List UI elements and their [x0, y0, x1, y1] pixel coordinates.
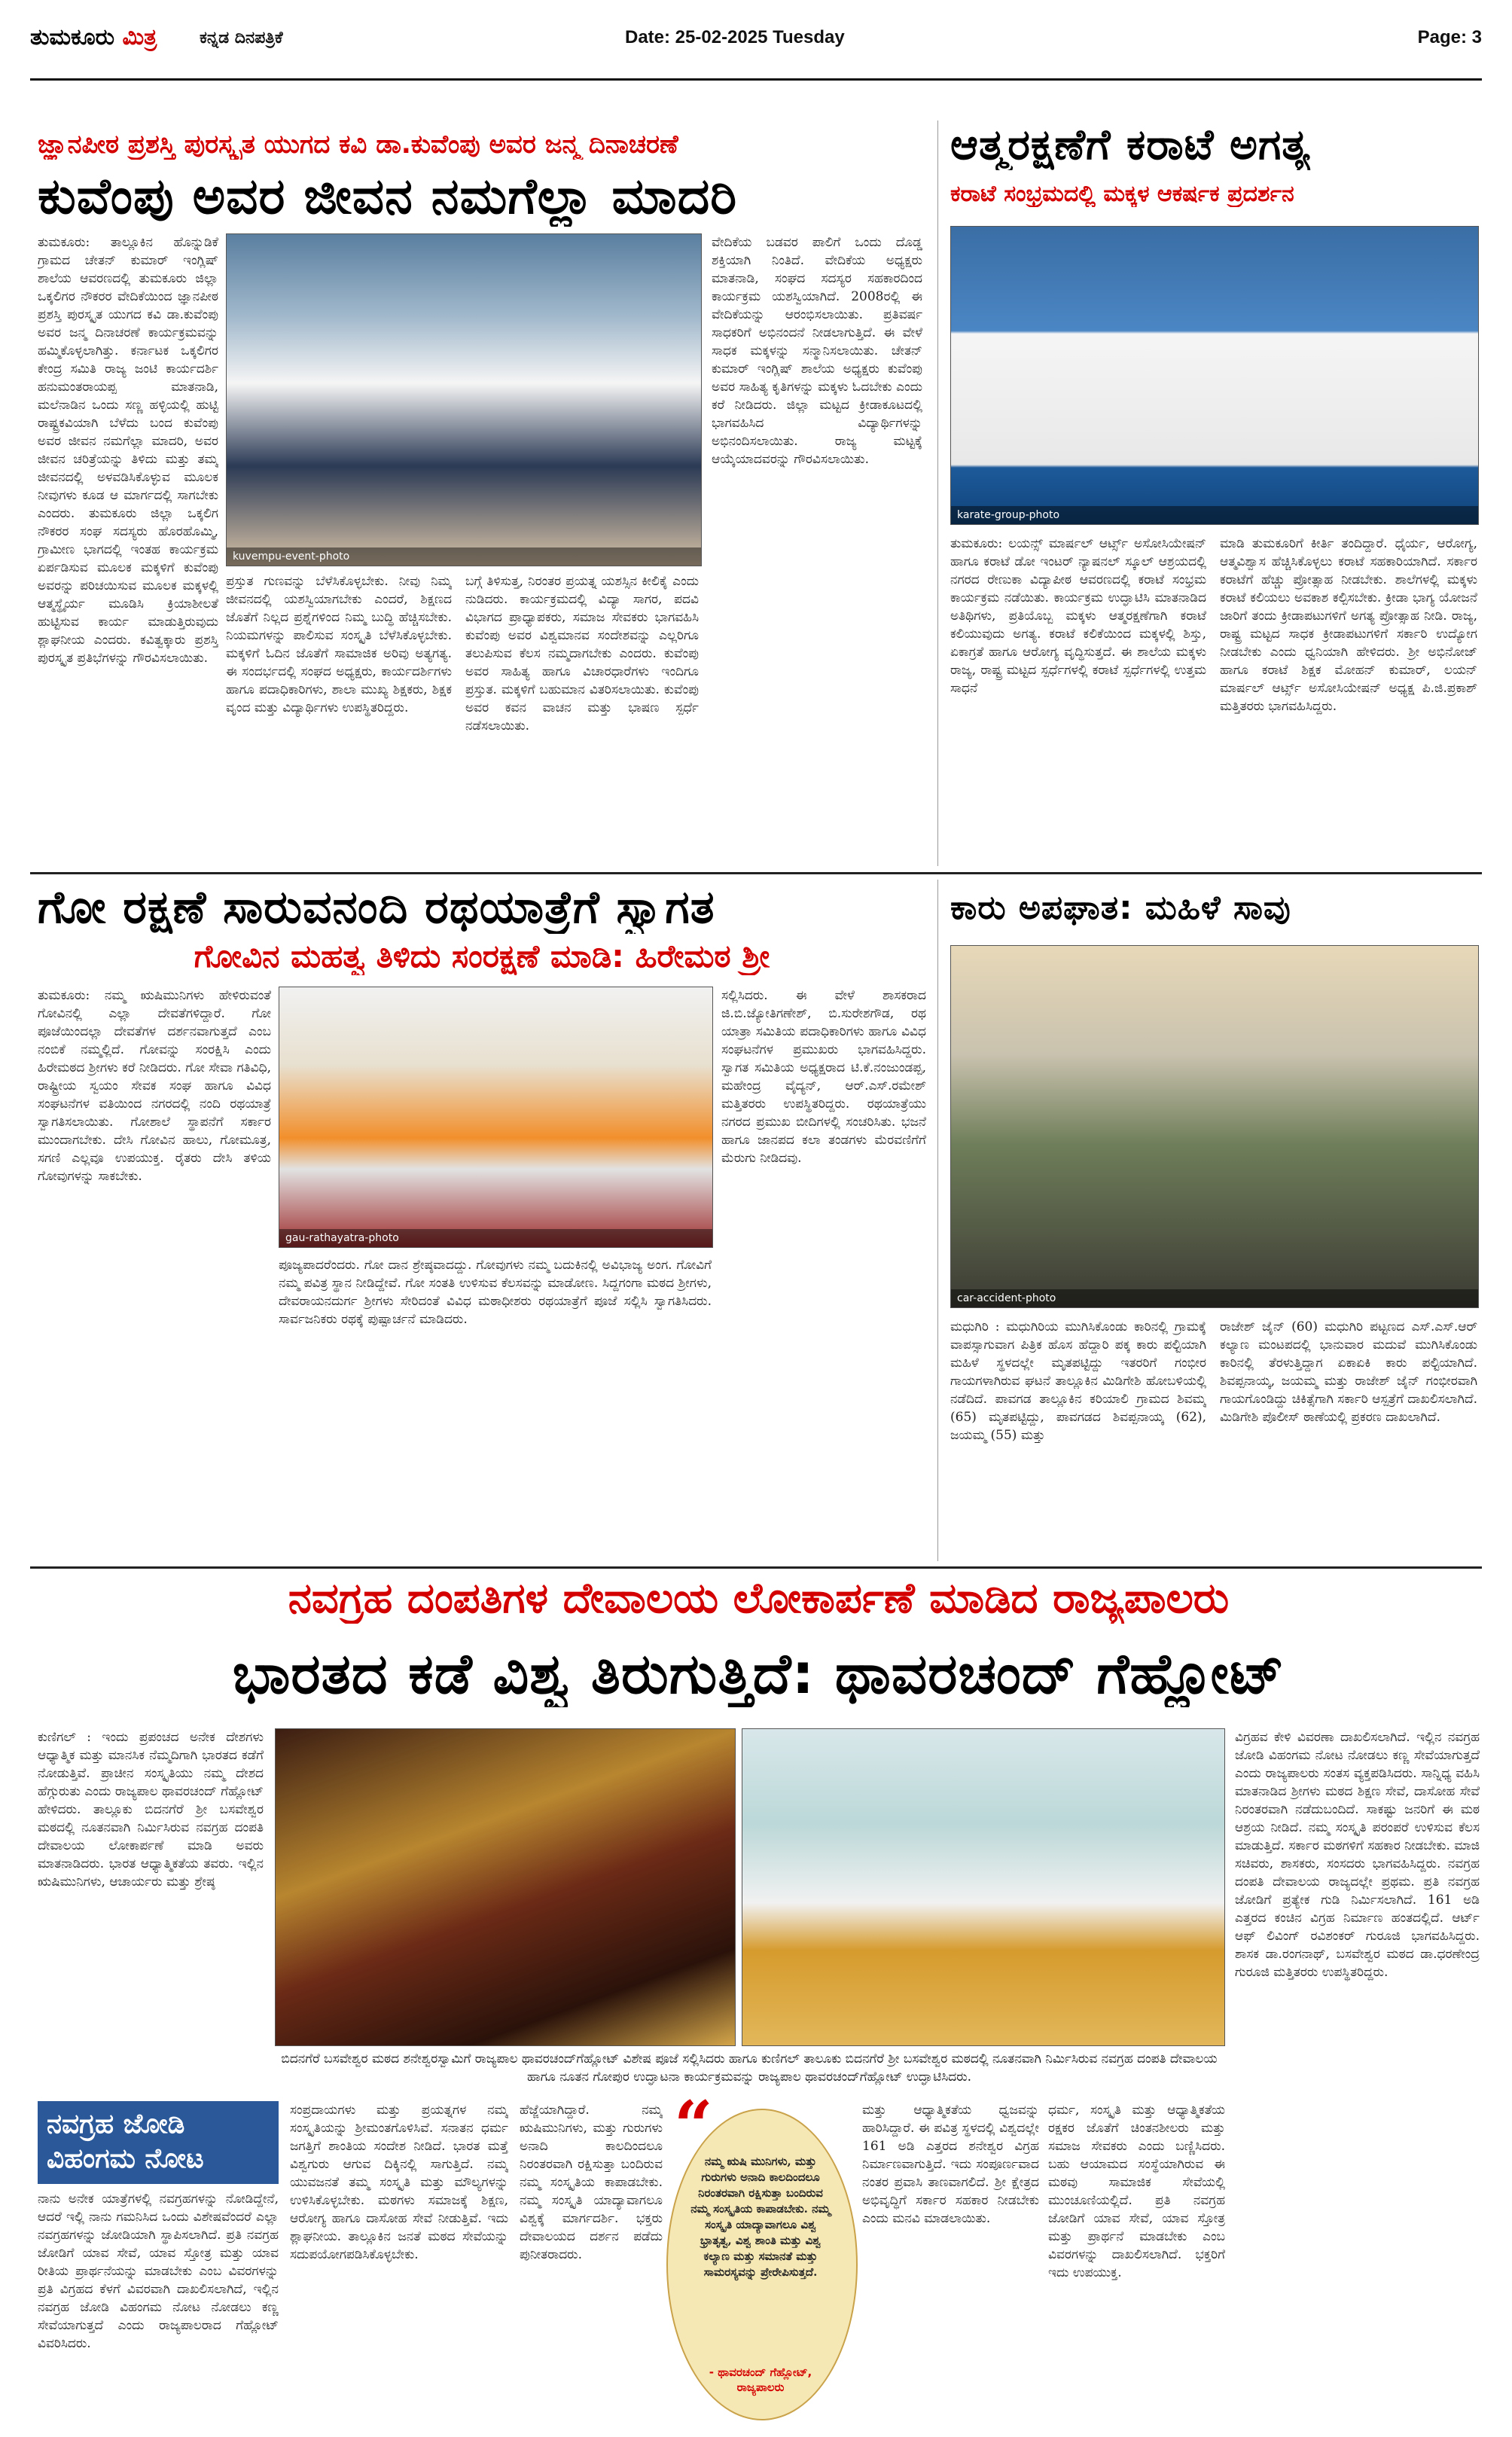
quote-mark-icon: “ — [674, 2086, 713, 2166]
kuvempu-kicker: ಜ್ಞಾನಪೀಠ ಪ್ರಶಸ್ತಿ ಪುರಸ್ಕೃತ ಯುಗದ ಕವಿ ಡಾ.ಕುವೆಂಪು ಅವರ ಜನ್ಮ ದಿನಾಚರಣೆ — [38, 130, 678, 160]
section-divider-vertical-mid — [937, 880, 938, 1561]
governor-quote-sign: - ಥಾವರಚಂದ್ ಗೆಹ್ಲೋಟ್, ರಾಜ್ಯಪಾಲರು — [709, 2365, 812, 2394]
karate-photo — [950, 226, 1479, 525]
navagraha-col-5: ಧರ್ಮ, ಸಂಸ್ಕೃತಿ ಮತ್ತು ಆಧ್ಯಾತ್ಮಿಕತೆಯ ರಕ್ಷಕರ ಜೊತೆಗೆ ಚಿಂತನಶೀಲರು ಮತ್ತು ಸಮಾಜ ಸೇವಕರು ಎಂದು ಬಣ್ಣಿಸಿದರು. ಬಹು ಆಯಾಮದ ಸಂಸ್ಥೆಯಾಗಿರುವ ಈ ಮಠವು ಸಾಮಾಜಿಕ ಸೇವೆಯಲ್ಲಿ ಮುಂಚೂಣಿಯಲ್ಲಿದೆ. ಪ್ರತಿ ನವಗ್ರಹ ಜೋಡಿಗೆ ಯಾವ ಸೇವೆ, ಯಾವ ಸ್ತೋತ್ರ ಮತ್ತು ಪ್ರಾರ್ಥನೆ ಮಾಡಬೇಕು ಎಂಬ ವಿವರಗಳನ್ನು ದಾಖಲಿಸಲಾಗಿದೆ. ಭಕ್ತರಿಗೆ ಇದು ಉಪಯುಕ್ತ. — [1048, 2103, 1225, 2280]
gau-headline: ಗೋ ರಕ್ಷಣೆ ಸಾರುವನಂದಿ ರಥಯಾತ್ರೆಗೆ ಸ್ವಾಗತ — [38, 881, 715, 934]
governor-quote-text: ನಮ್ಮ ಋಷಿ ಮುನಿಗಳು, ಮತ್ತು ಗುರುಗಳು ಅನಾದಿ ಕಾಲದಿಂದಲೂ ನಿರಂತರವಾಗಿ ರಕ್ಷಿಸುತ್ತಾ ಬಂದಿರುವ ನಮ್ಮ ಸಂಸ್ಕೃತಿಯ ಕಾಪಾಡಬೇಕು. ನಮ್ಮ ಸಂಸ್ಕೃತಿ ಯಾದ್ಯಾವಾಗಲೂ ವಿಶ್ವ ಭ್ರಾತೃತ್ವ, ವಿಶ್ವ ಶಾಂತಿ ಮತ್ತು ವಿಶ್ವ ಕಲ್ಯಾಣ ಮತ್ತು ಸಮಾನತೆ ಮತ್ತು ಸಾಮರಸ್ಯವನ್ನು ಪ್ರೇರೇಪಿಸುತ್ತದೆ. — [690, 2155, 831, 2279]
kuvempu-photo-label: kuvempu-event-photo — [227, 547, 701, 566]
navagraha-photo-stage — [742, 1728, 1225, 2046]
navagraha-sidebox-text: ನಾನು ಅನೇಕ ಯಾತ್ರೆಗಳಲ್ಲಿ ನವಗ್ರಹಗಳನ್ನು ನೋಡಿದ್ದೇನೆ, ಆದರೆ ಇಲ್ಲಿ ನಾನು ಗಮನಿಸಿದ ಒಂದು ವಿಶೇಷವೆಂದರೆ ಎಲ್ಲಾ ನವಗ್ರಹಗಳನ್ನು ಜೋಡಿಯಾಗಿ ಸ್ಥಾಪಿಸಲಾಗಿದೆ. ಪ್ರತಿ ನವಗ್ರಹ ಜೋಡಿಗೆ ಯಾವ ಸೇವೆ, ಯಾವ ಸ್ತೋತ್ರ ಮತ್ತು ಯಾವ ರೀತಿಯ ಪ್ರಾರ್ಥನೆಯನ್ನು ಮಾಡಬೇಕು ಎಂಬ ವಿವರಗಳನ್ನು ಪ್ರತಿ ವಿಗ್ರಹದ ಕೆಳಗೆ ವಿವರವಾಗಿ ದಾಖಲಿಸಲಾಗಿದೆ, ಇಲ್ಲಿನ ನವಗ್ರಹ ಜೋಡಿ ವಿಹಂಗಮ ನೋಟ ನೋಡಲು ಕಣ್ಣ ಸೇವೆಯಾಗುತ್ತದೆ ಎಂದು ರಾಜ್ಯಪಾಲರಾದ ಗೆಹ್ಲೋಟ್ ವಿವರಿಸಿದರು. — [38, 2191, 279, 2351]
accident-photo-label: car-accident-photo — [951, 1289, 1478, 1307]
gau-kicker: ಗೋವಿನ ಮಹತ್ವ ತಿಳಿದು ಸಂರಕ್ಷಣೆ ಮಾಡಿ: ಹಿರೇಮಠ ಶ್ರೀ — [194, 938, 770, 974]
navagraha-right-col: ವಿಗ್ರಹವ ಕೇಳಿ ವಿವರಣಾ ದಾಖಲಿಸಲಾಗಿದೆ. ಇಲ್ಲಿನ ನವಗ್ರಹ ಜೋಡಿ ವಿಹಂಗಮ ನೋಟ ನೋಡಲು ಕಣ್ಣ ಸೇವೆಯಾಗುತ್ತದೆ ಎಂದು ರಾಜ್ಯಪಾಲರು ಸಂತಸ ವ್ಯಕ್ತಪಡಿಸಿದರು. ಸಾನ್ನಿಧ್ಯ ವಹಿಸಿ ಮಾತನಾಡಿದ ಶ್ರೀಗಳು ಮಠದ ಶಿಕ್ಷಣ ಸೇವೆ, ದಾಸೋಹ ಸೇವೆ ನಿರಂತರವಾಗಿ ನಡೆದುಬಂದಿದೆ. ಸಾಕಷ್ಟು ಜನರಿಗೆ ಈ ಮಠ ಆಶ್ರಯ ನೀಡಿದೆ. ನಮ್ಮ ಸಂಸ್ಕೃತಿ ಪರಂಪರೆ ಉಳಿಸುವ ಕೆಲಸ ಮಾಡುತ್ತಿದೆ. ಸರ್ಕಾರ ಮಠಗಳಿಗೆ ಸಹಕಾರ ನೀಡಬೇಕು. ಮಾಜಿ ಸಚಿವರು, ಶಾಸಕರು, ಸಂಸದರು ಭಾಗವಹಿಸಿದ್ದರು. ನವಗ್ರಹ ದಂಪತಿ ದೇವಾಲಯ ರಾಜ್ಯದಲ್ಲೇ ಪ್ರಥಮ. ಪ್ರತಿ ನವಗ್ರಹ ಜೋಡಿಗೆ ಪ್ರತ್ಯೇಕ ಗುಡಿ ನಿರ್ಮಿಸಲಾಗಿದೆ. 161 ಅಡಿ ಎತ್ತರದ ಕಂಚಿನ ವಿಗ್ರಹ ನಿರ್ಮಾಣ ಹಂತದಲ್ಲಿದೆ. ಆರ್ಟ್ ಆಫ್ ಲಿವಿಂಗ್ ರವಿಶಂಕರ್ ಗುರೂಜಿ ಭಾಗವಹಿಸಿದ್ದರು. ಶಾಸಕ ಡಾ.ರಂಗನಾಥ್, ಬಸವೇಶ್ವರ ಮಠದ ಡಾ.ಧರಣೇಂದ್ರ ಗುರೂಜಿ ಮತ್ತಿತರರು ಉಪಸ್ಥಿತರಿದ್ದರು. — [1235, 1730, 1480, 1980]
navagraha-col-2: ಸಂಪ್ರದಾಯಗಳು ಮತ್ತು ಪ್ರಯತ್ನಗಳ ನಮ್ಮ ಸಂಸ್ಕೃತಿಯನ್ನು ಶ್ರೀಮಂತಗೊಳಿಸಿವೆ. ಸನಾತನ ಧರ್ಮ ಜಗತ್ತಿಗೆ ಶಾಂತಿಯ ಸಂದೇಶ ನೀಡಿದೆ. ಭಾರತ ಮತ್ತೆ ವಿಶ್ವಗುರು ಆಗುವ ದಿಕ್ಕಿನಲ್ಲಿ ಸಾಗುತ್ತಿದೆ. ನಮ್ಮ ಯುವಜನತೆ ತಮ್ಮ ಸಂಸ್ಕೃತಿ ಮತ್ತು ಮೌಲ್ಯಗಳನ್ನು ಉಳಿಸಿಕೊಳ್ಳಬೇಕು. ಮಠಗಳು ಸಮಾಜಕ್ಕೆ ಶಿಕ್ಷಣ, ಆರೋಗ್ಯ ಹಾಗೂ ದಾಸೋಹ ಸೇವೆ ನೀಡುತ್ತಿವೆ. ಇದು ಶ್ಲಾಘನೀಯ. ತಾಲ್ಲೂಕಿನ ಜನತೆ ಮಠದ ಸೇವೆಯನ್ನು ಸದುಪಯೋಗಪಡಿಸಿಕೊಳ್ಳಬೇಕು. — [290, 2103, 508, 2262]
navagraha-col-4: ಮತ್ತು ಆಧ್ಯಾತ್ಮಿಕತೆಯ ಧ್ವಜವನ್ನು ಹಾರಿಸಿದ್ದಾರೆ. ಈ ಪವಿತ್ರ ಸ್ಥಳದಲ್ಲಿ ವಿಶ್ವದಲ್ಲೇ 161 ಅಡಿ ಎತ್ತರದ ಶನೇಶ್ವರ ವಿಗ್ರಹ ನಿರ್ಮಾಣವಾಗುತ್ತಿದೆ. ಇದು ಸಂಪೂರ್ಣವಾದ ನಂತರ ಪ್ರವಾಸಿ ತಾಣವಾಗಲಿದೆ. ಶ್ರೀ ಕ್ಷೇತ್ರದ ಅಭಿವೃದ್ಧಿಗೆ ಸರ್ಕಾರ ಸಹಕಾರ ನೀಡಬೇಕು ಎಂದು ಮನವಿ ಮಾಡಲಾಯಿತು. — [862, 2103, 1039, 2226]
masthead — [30, 11, 1482, 81]
navagraha-caption: ಬಿದನಗೆರೆ ಬಸವೇಶ್ವರ ಮಠದ ಶನೇಶ್ವರಸ್ವಾಮಿಗೆ ರಾಜ್ಯಪಾಲ ಥಾವರಚಂದ್‌ಗೆಹ್ಲೋಟ್ ವಿಶೇಷ ಪೂಜೆ ಸಲ್ಲಿಸಿದರು ಹಾಗೂ ಕುಣಿಗಲ್ ತಾಲೂಕು ಬಿದನಗೆರೆ ಶ್ರೀ ಬಸವೇಶ್ವರ ಮಠದಲ್ಲಿ ನೂತನವಾಗಿ ನಿರ್ಮಿಸಿರುವ ನವಗ್ರಹ ದಂಪತಿ ದೇವಾಲಯ ಹಾಗೂ ನೂತನ ಗೋಪುರ ಉದ್ಘಾಟನಾ ಕಾರ್ಯಕ್ರಮವನ್ನು ರಾಜ್ಯಪಾಲ ಥಾವರಚಂದ್‌ಗೆಹ್ಲೋಟ್ ಉದ್ಘಾಟಿಸಿದರು. — [281, 2051, 1218, 2085]
accident-photo — [950, 945, 1479, 1308]
accident-col-2: ರಾಜೇಶ್ ಜೈನ್ (60) ಮಧುಗಿರಿ ಪಟ್ಟಣದ ಎಸ್.ಎಸ್.ಆರ್ ಕಲ್ಯಾಣ ಮಂಟಪದಲ್ಲಿ ಭಾನುವಾರ ಮದುವೆ ಮುಗಿಸಿಕೊಂಡು ಕಾರಿನಲ್ಲಿ ತೆರಳುತ್ತಿದ್ದಾಗ ಏಕಾಏಕಿ ಕಾರು ಪಲ್ಟಿಯಾಗಿದೆ. ಶಿವಪ್ಪನಾಯ್ಕ, ಜಯಮ್ಮ ಮತ್ತು ರಾಜೇಶ್ ಜೈನ್ ಗಂಭೀರವಾಗಿ ಗಾಯಗೊಂಡಿದ್ದು ಚಿಕಿತ್ಸೆಗಾಗಿ ಸರ್ಕಾರಿ ಆಸ್ಪತ್ರೆಗೆ ದಾಖಲಿಸಲಾಗಿದೆ. ಮಿಡಿಗೇಶಿ ಪೊಲೀಸ್ ಠಾಣೆಯಲ್ಲಿ ಪ್ರಕರಣ ದಾಖಲಾಗಿದೆ. — [1220, 1319, 1477, 1425]
kuvempu-col-4: ವೇದಿಕೆಯ ಬಡವರ ಪಾಲಿಗೆ ಒಂದು ದೊಡ್ಡ ಶಕ್ತಿಯಾಗಿ ನಿಂತಿದೆ. ವೇದಿಕೆಯ ಅಧ್ಯಕ್ಷರು ಮಾತನಾಡಿ, ಸಂಘದ ಸದಸ್ಯರ ಸಹಕಾರದಿಂದ ಕಾರ್ಯಕ್ರಮ ಯಶಸ್ವಿಯಾಗಿದೆ. 2008ರಲ್ಲಿ ಈ ವೇದಿಕೆಯನ್ನು ಆರಂಭಿಸಲಾಯಿತು. ಪ್ರತಿವರ್ಷ ಸಾಧಕರಿಗೆ ಅಭಿನಂದನೆ ನೀಡಲಾಗುತ್ತಿದೆ. ಈ ವೇಳೆ ಸಾಧಕ ಮಕ್ಕಳನ್ನು ಸನ್ಮಾನಿಸಲಾಯಿತು. ಚೇತನ್ ಕುಮಾರ್ ಇಂಗ್ಲಿಷ್ ಶಾಲೆಯ ಅಧ್ಯಕ್ಷರು ಕುವೆಂಪು ಅವರ ಸಾಹಿತ್ಯ ಕೃತಿಗಳನ್ನು ಮಕ್ಕಳು ಓದಬೇಕು ಎಂದು ಕರೆ ನೀಡಿದರು. ಜಿಲ್ಲಾ ಮಟ್ಟದ ಕ್ರೀಡಾಕೂಟದಲ್ಲಿ ಭಾಗವಹಿಸಿದ ವಿದ್ಯಾರ್ಥಿಗಳನ್ನು ಅಭಿನಂದಿಸಲಾಯಿತು. ರಾಜ್ಯ ಮಟ್ಟಕ್ಕೆ ಆಯ್ಕೆಯಾದವರನ್ನು ಗೌರವಿಸಲಾಯಿತು. — [712, 235, 922, 467]
gau-photo-label: gau-rathayatra-photo — [279, 1229, 712, 1247]
kuvempu-headline: ಕುವೆಂಪು ಅವರ ಜೀವನ ನಮಗೆಲ್ಲಾ ಮಾದರಿ — [38, 167, 738, 225]
accident-col-1: ಮಧುಗಿರಿ : ಮಧುಗಿರಿಯ ಮುಗಿಸಿಕೊಂಡು ಕಾರಿನಲ್ಲಿ ಗ್ರಾಮಕ್ಕೆ ವಾಪಸ್ಸಾಗುವಾಗ ಪಿತ್ರಿಕ ಹೊಸ ಹೆದ್ದಾರಿ ಪಕ್ಕ ಕಾರು ಪಲ್ಟಿಯಾಗಿ ಮಹಿಳೆ ಸ್ಥಳದಲ್ಲೇ ಮೃತಪಟ್ಟಿದ್ದು ಇತರರಿಗೆ ಗಂಭೀರ ಗಾಯಗಳಾಗಿರುವ ಘಟನೆ ತಾಲ್ಲೂಕಿನ ಮಿಡಿಗೇಶಿ ಹೋಬಳಿಯಲ್ಲಿ ನಡೆದಿದೆ. ಪಾವಗಡ ತಾಲ್ಲೂಕಿನ ಕರಿಯಾಲಿ ಗ್ರಾಮದ ಶಿವಮ್ಮ (65) ಮೃತಪಟ್ಟಿದ್ದು, ಪಾವಗಡದ ಶಿವಪ್ಪನಾಯ್ಕ (62), ಜಯಮ್ಮ (55) ಮತ್ತು — [950, 1319, 1206, 1443]
section-divider-2 — [30, 1566, 1482, 1569]
karate-kicker: ಕರಾಟೆ ಸಂಭ್ರಮದಲ್ಲಿ ಮಕ್ಕಳ ಆಕರ್ಷಕ ಪ್ರದರ್ಶನ — [950, 181, 1294, 207]
newspaper-subtitle: ಕನ್ನಡ ದಿನಪತ್ರಿಕೆ — [200, 29, 283, 47]
gau-col-2: ಪೂಜ್ಯಪಾದರೆಂದರು. ಗೋ ದಾನ ಶ್ರೇಷ್ಠವಾದದ್ದು. ಗೋವುಗಳು ನಮ್ಮ ಬದುಕಿನಲ್ಲಿ ಅವಿಭಾಜ್ಯ ಅಂಗ. ಗೋವಿಗೆ ನಮ್ಮ ಪವಿತ್ರ ಸ್ಥಾನ ನೀಡಿದ್ದೇವೆ. ಗೋ ಸಂತತಿ ಉಳಿಸುವ ಕೆಲಸವನ್ನು ಮಾಡೋಣ. ಸಿದ್ದಗಂಗಾ ಮಠದ ಶ್ರೀಗಳು, ದೇವರಾಯನದುರ್ಗ ಶ್ರೀಗಳು ಸೇರಿದಂತೆ ವಿವಿಧ ಮಠಾಧೀಶರು ರಥಯಾತ್ರೆಗೆ ಪೂಜೆ ಸಲ್ಲಿಸಿ ಸ್ವಾಗತಿಸಿದರು. ಸಾರ್ವಜನಿಕರು ರಥಕ್ಕೆ ಪುಷ್ಪಾರ್ಚನೆ ಮಾಡಿದರು. — [279, 1258, 712, 1327]
kuvempu-col-2: ಪ್ರಸ್ತುತ ಗುಣವನ್ನು ಬೆಳೆಸಿಕೊಳ್ಳಬೇಕು. ನೀವು ನಿಮ್ಮ ಜೀವನದಲ್ಲಿ ಯಶಸ್ವಿಯಾಗಬೇಕು ಎಂದರೆ, ಶಿಕ್ಷಣದ ಜೊತೆಗೆ ನಿಲ್ಲದ ಪ್ರಶ್ನೆಗಳಿಂದ ನಿಮ್ಮ ಬುದ್ಧಿ ಹೆಚ್ಚಿಸಬೇಕು. ನಿಯಮಗಳನ್ನು ಪಾಲಿಸುವ ಸಂಸ್ಕೃತಿ ಬೆಳೆಸಿಕೊಳ್ಳಬೇಕು. ಮಕ್ಕಳಿಗೆ ಓದಿನ ಜೊತೆಗೆ ಸಾಮಾಜಿಕ ಅರಿವು ಅತ್ಯಗತ್ಯ. ಈ ಸಂದರ್ಭದಲ್ಲಿ ಸಂಘದ ಅಧ್ಯಕ್ಷರು, ಕಾರ್ಯದರ್ಶಿಗಳು ಹಾಗೂ ಪದಾಧಿಕಾರಿಗಳು, ಶಾಲಾ ಮುಖ್ಯ ಶಿಕ್ಷಕರು, ಶಿಕ್ಷಕ ವೃಂದ ಮತ್ತು ವಿದ್ಯಾರ್ಥಿಗಳು ಉಪಸ್ಥಿತರಿದ್ದರು. — [226, 574, 452, 715]
kuvempu-col-3: ಬಗ್ಗೆ ತಿಳಿಸುತ್ತ, ನಿರಂತರ ಪ್ರಯತ್ನ ಯಶಸ್ಸಿನ ಕೀಲಿಕೈ ಎಂದು ನುಡಿದರು. ಕಾರ್ಯಕ್ರಮದಲ್ಲಿ ವಿದ್ಯಾ ಸಾಗರ, ಪದವಿ ವಿಭಾಗದ ಪ್ರಾಧ್ಯಾಪಕರು, ಸಮಾಜ ಸೇವಕರು ಭಾಗವಹಿಸಿ ಕುವೆಂಪು ಅವರ ವಿಶ್ವಮಾನವ ಸಂದೇಶವನ್ನು ಎಲ್ಲರಿಗೂ ತಲುಪಿಸುವ ಕೆಲಸ ನಮ್ಮದಾಗಬೇಕು ಎಂದರು. ಕುವೆಂಪು ಅವರ ಸಾಹಿತ್ಯ ಹಾಗೂ ವಿಚಾರಧಾರೆಗಳು ಇಂದಿಗೂ ಪ್ರಸ್ತುತ. ಮಕ್ಕಳಿಗೆ ಬಹುಮಾನ ವಿತರಿಸಲಾಯಿತು. ಕುವೆಂಪು ಅವರ ಕವನ ವಾಚನ ಮತ್ತು ಭಾಷಣ ಸ್ಪರ್ಧೆ ನಡೆಸಲಾಯಿತು. — [465, 574, 699, 734]
karate-photo-label: karate-group-photo — [951, 506, 1478, 524]
accident-headline: ಕಾರು ಅಪಘಾತ: ಮಹಿಳೆ ಸಾವು — [950, 889, 1291, 927]
issue-date: Date: 25-02-2025 Tuesday — [625, 27, 845, 47]
navagraha-col-3: ಹೆಜ್ಜೆಯಾಗಿದ್ದಾರೆ. ನಮ್ಮ ಋಷಿಮುನಿಗಳು, ಮತ್ತು ಗುರುಗಳು ಅನಾದಿ ಕಾಲದಿಂದಲೂ ನಿರಂತರವಾಗಿ ರಕ್ಷಿಸುತ್ತಾ ಬಂದಿರುವ ನಮ್ಮ ಸಂಸ್ಕೃತಿಯ ಕಾಪಾಡಬೇಕು. ನಮ್ಮ ಸಂಸ್ಕೃತಿ ಯಾದ್ಯಾವಾಗಲೂ ವಿಶ್ವಕ್ಕೆ ಮಾರ್ಗದರ್ಶಿ. ಭಕ್ತರು ದೇವಾಲಯದ ದರ್ಶನ ಪಡೆದು ಪುನೀತರಾದರು. — [520, 2103, 663, 2262]
gau-col-1: ತುಮಕೂರು: ನಮ್ಮ ಋಷಿಮುನಿಗಳು ಹೇಳಿರುವಂತೆ ಗೋವಿನಲ್ಲಿ ಎಲ್ಲಾ ದೇವತೆಗಳಿದ್ದಾರೆ. ಗೋ ಪೂಜೆಯಿಂದಲ್ಲಾ ದೇವತೆಗಳ ದರ್ಶನವಾಗುತ್ತದೆ ಎಂಬ ನಂಬಿಕೆ ನಮ್ಮಲ್ಲಿದೆ. ಗೋವನ್ನು ಸಂರಕ್ಷಿಸಿ ಎಂದು ಹಿರೇಮಠದ ಶ್ರೀಗಳು ಕರೆ ನೀಡಿದರು. ಗೋ ಸೇವಾ ಗತಿವಿಧಿ, ರಾಷ್ಟ್ರೀಯ ಸ್ವಯಂ ಸೇವಕ ಸಂಘ ಹಾಗೂ ವಿವಿಧ ಸಂಘಟನೆಗಳ ವತಿಯಿಂದ ನಗರದಲ್ಲಿ ನಂದಿ ರಥಯಾತ್ರೆ ಸ್ವಾಗತಿಸಲಾಯಿತು. ಗೋಶಾಲೆ ಸ್ಥಾಪನೆಗೆ ಸರ್ಕಾರ ಮುಂದಾಗಬೇಕು. ದೇಸಿ ಗೋವಿನ ಹಾಲು, ಗೋಮೂತ್ರ, ಸಗಣಿ ಎಲ್ಲವೂ ಉಪಯುಕ್ತ. ರೈತರು ದೇಸಿ ತಳಿಯ ಗೋವುಗಳನ್ನು ಸಾಕಬೇಕು. — [38, 988, 271, 1184]
gau-photo — [279, 987, 713, 1248]
navagraha-kicker: ನವಗ್ರಹ ದಂಪತಿಗಳ ದೇವಾಲಯ ಲೋಕಾರ್ಪಣೆ ಮಾಡಿದ ರಾಜ್ಯಪಾಲರು — [288, 1574, 1230, 1623]
navagraha-headline: ಭಾರತದ ಕಡೆ ವಿಶ್ವ ತಿರುಗುತ್ತಿದೆ: ಥಾವರಚಂದ್ ಗೆಹ್ಲೋಟ್ — [232, 1642, 1285, 1707]
section-divider-1 — [30, 872, 1482, 874]
page-number: Page: 3 — [1417, 27, 1482, 47]
karate-col-1: ತುಮಕೂರು: ಲಯನ್ಸ್ ಮಾರ್ಷಲ್ ಆರ್ಟ್ಸ್ ಅಸೋಸಿಯೇಷನ್ ಹಾಗೂ ಕರಾಟೆ ಡೋ ಇಂಟರ್ ನ್ಯಾಷನಲ್ ಸ್ಕೂಲ್ ಆಶ್ರಯದಲ್ಲಿ ನಗರದ ರೇಣುಕಾ ವಿದ್ಯಾಪೀಠ ಆವರಣದಲ್ಲಿ ಕರಾಟೆ ಸಂಭ್ರಮ ಕಾರ್ಯಕ್ರಮ ನಡೆಯಿತು. ಕಾರ್ಯಕ್ರಮ ಉದ್ಘಾಟಿಸಿ ಮಾತನಾಡಿದ ಅತಿಥಿಗಳು, ಪ್ರತಿಯೊಬ್ಬ ಮಕ್ಕಳು ಆತ್ಮರಕ್ಷಣೆಗಾಗಿ ಕರಾಟೆ ಕಲಿಯುವುದು ಅಗತ್ಯ. ಕರಾಟೆ ಕಲಿಕೆಯಿಂದ ಮಕ್ಕಳಲ್ಲಿ ಶಿಸ್ತು, ಏಕಾಗ್ರತೆ ಹಾಗೂ ಆರೋಗ್ಯ ವೃದ್ಧಿಸುತ್ತದೆ. ಈ ಶಾಲೆಯ ಮಕ್ಕಳು ರಾಜ್ಯ, ರಾಷ್ಟ್ರ ಮಟ್ಟದ ಸ್ಪರ್ಧೆಗಳಲ್ಲಿ ಕರಾಟೆ ಸ್ಪರ್ಧೆಗಳಲ್ಲಿ ಉತ್ತಮ ಸಾಧನೆ — [950, 536, 1206, 696]
sidebox-title-text: ನವಗ್ರಹ ಜೋಡಿ ವಿಹಂಗಮ ನೋಟ — [47, 2109, 204, 2174]
navagraha-intro: ಕುಣಿಗಲ್ : ಇಂದು ಪ್ರಪಂಚದ ಅನೇಕ ದೇಶಗಳು ಆಧ್ಯಾತ್ಮಿಕ ಮತ್ತು ಮಾನಸಿಕ ನೆಮ್ಮದಿಗಾಗಿ ಭಾರತದ ಕಡೆಗೆ ನೋಡುತ್ತಿವೆ. ಪ್ರಾಚೀನ ಸಂಸ್ಕೃತಿಯು ನಮ್ಮ ದೇಶದ ಹೆಗ್ಗುರುತು ಎಂದು ರಾಜ್ಯಪಾಲ ಥಾವರಚಂದ್ ಗೆಹ್ಲೋಟ್ ಹೇಳಿದರು. ತಾಲ್ಲೂಕು ಬಿದನಗೆರೆ ಶ್ರೀ ಬಸವೇಶ್ವರ ಮಠದಲ್ಲಿ ನೂತನವಾಗಿ ನಿರ್ಮಿಸಿರುವ ನವಗ್ರಹ ದಂಪತಿ ದೇವಾಲಯ ಲೋಕಾರ್ಪಣೆ ಮಾಡಿ ಅವರು ಮಾತನಾಡಿದರು. ಭಾರತ ಆಧ್ಯಾತ್ಮಿಕತೆಯ ತವರು. ಇಲ್ಲಿನ ಋಷಿಮುನಿಗಳು, ಆಚಾರ್ಯರು ಮತ್ತು ಶ್ರೇಷ್ಠ — [38, 1730, 264, 1890]
karate-col-2: ಮಾಡಿ ತುಮಕೂರಿಗೆ ಕೀರ್ತಿ ತಂದಿದ್ದಾರೆ. ಧೈರ್ಯ, ಆರೋಗ್ಯ, ಆತ್ಮವಿಶ್ವಾಸ ಹೆಚ್ಚಿಸಿಕೊಳ್ಳಲು ಕರಾಟೆ ಸಹಕಾರಿಯಾಗಿದೆ. ಸರ್ಕಾರ ಕರಾಟೆಗೆ ಹೆಚ್ಚು ಪ್ರೋತ್ಸಾಹ ನೀಡಬೇಕು. ಶಾಲೆಗಳಲ್ಲಿ ಮಕ್ಕಳು ಕರಾಟೆ ಕಲಿಯಲು ಅವಕಾಶ ಕಲ್ಪಿಸಬೇಕು. ಕ್ರೀಡಾ ಭಾಗ್ಯ ಯೋಜನೆ ಜಾರಿಗೆ ತಂದು ಕ್ರೀಡಾಪಟುಗಳಿಗೆ ಅಗತ್ಯ ಪ್ರೋತ್ಸಾಹ ನೀಡಿ. ರಾಜ್ಯ, ರಾಷ್ಟ್ರ ಮಟ್ಟದ ಸಾಧಕ ಕ್ರೀಡಾಪಟುಗಳಿಗೆ ಸರ್ಕಾರಿ ಉದ್ಯೋಗ ನೀಡಬೇಕು ಎಂದು ಧ್ವನಿಯಾಗಿ ಹೇಳಿದರು. ಶ್ರೀ ಅಭಿನೋಜ್ ಹಾಗೂ ಕರಾಟೆ ಶಿಕ್ಷಕ ಮೋಹನ್ ಕುಮಾರ್, ಲಯನ್ ಮಾರ್ಷಲ್ ಆರ್ಟ್ಸ್ ಅಸೋಸಿಯೇಷನ್ ಅಧ್ಯಕ್ಷ ಪಿ.ಜಿ.ಪ್ರಕಾಶ್ ಮತ್ತಿತರರು ಭಾಗವಹಿಸಿದ್ದರು. — [1220, 536, 1477, 714]
karate-headline: ಆತ್ಮರಕ್ಷಣೆಗೆ ಕರಾಟೆ ಅಗತ್ಯ — [950, 120, 1311, 169]
navagraha-sidebox-title — [38, 2101, 279, 2184]
section-divider-vertical-top — [937, 120, 938, 866]
gau-col-3: ಸಲ್ಲಿಸಿದರು. ಈ ವೇಳೆ ಶಾಸಕರಾದ ಜಿ.ಬಿ.ಜ್ಯೋತಿಗಣೇಶ್, ಬಿ.ಸುರೇಶಗೌಡ, ರಥ ಯಾತ್ರಾ ಸಮಿತಿಯ ಪದಾಧಿಕಾರಿಗಳು ಹಾಗೂ ವಿವಿಧ ಸಂಘಟನೆಗಳ ಪ್ರಮುಖರು ಭಾಗವಹಿಸಿದ್ದರು. ಸ್ವಾಗತ ಸಮಿತಿಯ ಅಧ್ಯಕ್ಷರಾದ ಟಿ.ಕೆ.ನಂಜುಂಡಪ್ಪ, ಮಹೇಂದ್ರ ವೈದ್ಯನ್, ಆರ್.ಎಸ್.ರಮೇಶ್ ಮತ್ತಿತರರು ಉಪಸ್ಥಿತರಿದ್ದರು. ರಥಯಾತ್ರೆಯು ನಗರದ ಪ್ರಮುಖ ಬೀದಿಗಳಲ್ಲಿ ಸಂಚರಿಸಿತು. ಭಜನೆ ಹಾಗೂ ಜಾನಪದ ಕಲಾ ತಂಡಗಳು ಮೆರವಣಿಗೆಗೆ ಮೆರುಗು ನೀಡಿದವು. — [721, 988, 926, 1166]
navagraha-photo-temple — [275, 1728, 736, 2046]
kuvempu-photo — [226, 233, 702, 566]
kuvempu-col-1: ತುಮಕೂರು: ತಾಲ್ಲೂಕಿನ ಹೊನ್ನುಡಿಕೆ ಗ್ರಾಮದ ಚೇತನ್ ಕುಮಾರ್ ಇಂಗ್ಲಿಷ್ ಶಾಲೆಯ ಆವರಣದಲ್ಲಿ ತುಮಕೂರು ಜಿಲ್ಲಾ ಒಕ್ಕಲಿಗರ ನೌಕರರ ವೇದಿಕೆಯಿಂದ ಜ್ಞಾನಪೀಠ ಪ್ರಶಸ್ತಿ ಪುರಸ್ಕೃತ ಯುಗದ ಕವಿ ಡಾ.ಕುವೆಂಪು ಅವರ ಜನ್ಮ ದಿನಾಚರಣೆ ಕಾರ್ಯಕ್ರಮವನ್ನು ಹಮ್ಮಿಕೊಳ್ಳಲಾಗಿತ್ತು. ಕರ್ನಾಟಕ ಒಕ್ಕಲಿಗರ ಕೇಂದ್ರ ಸಮಿತಿ ರಾಜ್ಯ ಜಂಟಿ ಕಾರ್ಯದರ್ಶಿ ಹನುಮಂತರಾಯಪ್ಪ ಮಾತನಾಡಿ, ಮಲೆನಾಡಿನ ಒಂದು ಸಣ್ಣ ಹಳ್ಳಿಯಲ್ಲಿ ಹುಟ್ಟಿ ರಾಷ್ಟ್ರಕವಿಯಾಗಿ ಬೆಳೆದು ಬಂದ ಕುವೆಂಪು ಅವರ ಜೀವನ ನಮಗೆಲ್ಲಾ ಮಾದರಿ, ಅವರ ಜೀವನ ಚರಿತ್ರೆಯನ್ನು ತಿಳಿದು ಮತ್ತು ತಮ್ಮ ಜೀವನದಲ್ಲಿ ಅಳವಡಿಸಿಕೊಳ್ಳುವ ಮೂಲಕ ನೀವುಗಳು ಕೂಡ ಆ ಮಾರ್ಗದಲ್ಲಿ ಸಾಗಬೇಕು ಎಂದರು. ತುಮಕೂರು ಜಿಲ್ಲಾ ಒಕ್ಕಲಿಗ ನೌಕರರ ಸಂಘ ಸದಸ್ಯರು ಹೊರಹೊಮ್ಮಿ, ಗ್ರಾಮೀಣ ಭಾಗದಲ್ಲಿ ಇಂತಹ ಕಾರ್ಯಕ್ರಮ ಏರ್ಪಡಿಸುವ ಮೂಲಕ ಮಕ್ಕಳಿಗೆ ಕುವೆಂಪು ಅವರನ್ನು ಪರಿಚಯಿಸುವ ಮೂಲಕ ಮಕ್ಕಳಲ್ಲಿ ಆತ್ಮಸ್ಥೈರ್ಯ ಮೂಡಿಸಿ ಕ್ರಿಯಾಶೀಲತೆ ಹುಟ್ಟಿಸುವ ಕಾರ್ಯ ಮಾಡುತ್ತಿರುವುದು ಶ್ಲಾಘನೀಯ ಎಂದರು. ಕವಿತ್ವಕ್ಕಾರು ಪ್ರಶಸ್ತಿ ಪುರಸ್ಕೃತ ಪ್ರತಿಭೆಗಳನ್ನು ಗೌರವಿಸಲಾಯಿತು. — [38, 235, 218, 666]
newspaper-logo: ತುಮಕೂರು ಮಿತ್ರ — [30, 24, 157, 50]
